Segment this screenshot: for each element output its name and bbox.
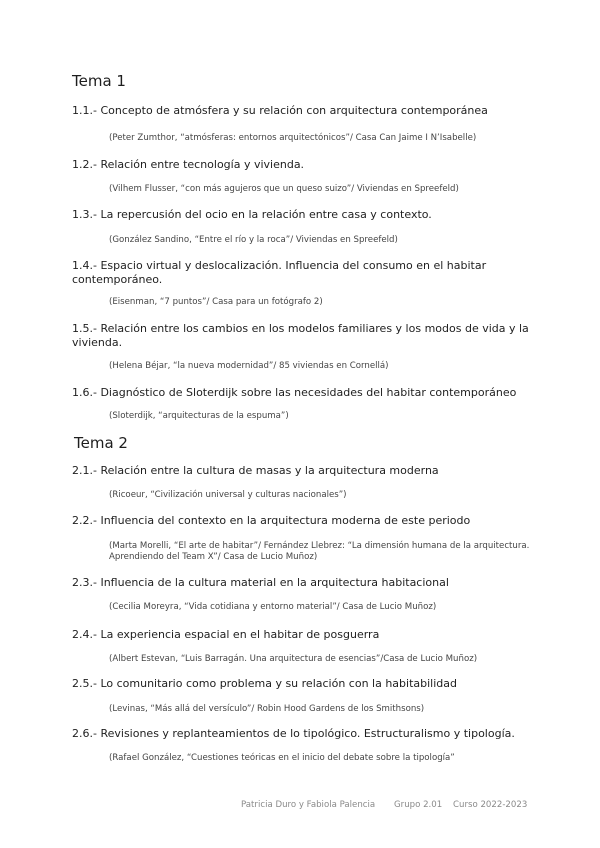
item-2-2-title: 2.2.- Influencia del contexto en la arquitectura moderna de este periodo	[72, 514, 471, 527]
item-2-1-reference: (Ricoeur, “Civilización universal y culturas nacionales”)	[109, 490, 347, 500]
item-1-3-reference: (González Sandino, “Entre el río y la roca”/ Viviendas en Spreefeld)	[109, 235, 398, 245]
item-1-4-title: 1.4.- Espacio virtual y deslocalización. Influencia del consumo en el habitar contemporáneo.	[72, 259, 487, 286]
item-1-5-title: 1.5.- Relación entre los cambios en los modelos familiares y los modos de vida y la vivienda.	[72, 322, 529, 349]
tema-2-heading: Tema 2	[74, 434, 128, 452]
item-1-4-reference: (Eisenman, “7 puntos”/ Casa para un fotógrafo 2)	[109, 297, 323, 307]
item-1-5-reference: (Helena Béjar, “la nueva modernidad”/ 85 viviendas en Cornellá)	[109, 361, 389, 371]
item-1-6-title: 1.6.- Diagnóstico de Sloterdijk sobre las necesidades del habitar contemporáneo	[72, 386, 517, 399]
tema-1-heading: Tema 1	[72, 72, 126, 90]
item-1-2-title: 1.2.- Relación entre tecnología y vivienda.	[72, 158, 305, 171]
item-2-6-reference: (Rafael González, “Cuestiones teóricas en el inicio del debate sobre la tipología”	[109, 753, 455, 763]
footer-course: Curso 2022-2023	[453, 800, 528, 810]
item-1-1-title: 1.1.- Concepto de atmósfera y su relación con arquitectura contemporánea	[72, 104, 488, 117]
item-1-3-title: 1.3.- La repercusión del ocio en la relación entre casa y contexto.	[72, 208, 432, 221]
footer-authors: Patricia Duro y Fabiola Palencia	[241, 800, 376, 810]
item-1-2-reference: (Vilhem Flusser, “con más agujeros que un queso suizo”/ Viviendas en Spreefeld)	[109, 184, 459, 194]
item-2-3-reference: (Cecilia Moreyra, “Vida cotidiana y entorno material”/ Casa de Lucio Muñoz)	[109, 602, 437, 612]
item-2-4-reference: (Albert Estevan, “Luis Barragán. Una arquitectura de esencias”/Casa de Lucio Muñoz)	[109, 654, 478, 664]
item-2-3-title: 2.3.- Influencia de la cultura material en la arquitectura habitacional	[72, 576, 449, 589]
item-2-1-title: 2.1.- Relación entre la cultura de masas y la arquitectura moderna	[72, 464, 439, 477]
item-1-6-reference: (Sloterdijk, “arquitecturas de la espuma”)	[109, 411, 289, 421]
item-1-1-reference: (Peter Zumthor, “atmósferas: entornos arquitectónicos”/ Casa Can Jaime I N’Isabelle)	[109, 133, 477, 143]
footer-group: Grupo 2.01	[394, 800, 443, 810]
item-2-4-title: 2.4.- La experiencia espacial en el habitar de posguerra	[72, 628, 380, 641]
item-2-5-reference: (Levinas, “Más allá del versículo”/ Robin Hood Gardens de los Smithsons)	[109, 704, 425, 714]
item-2-5-title: 2.5.- Lo comunitario como problema y su relación con la habitabilidad	[72, 677, 457, 690]
item-2-2-reference: (Marta Morelli, “El arte de habitar”/ Fernández Llebrez: “La dimensión humana de la arquitectura. Aprendiendo del Team X”/ Casa de Lucio Muñoz)	[109, 541, 530, 562]
item-2-6-title: 2.6.- Revisiones y replanteamientos de lo tipológico. Estructuralismo y tipología.	[72, 727, 515, 740]
